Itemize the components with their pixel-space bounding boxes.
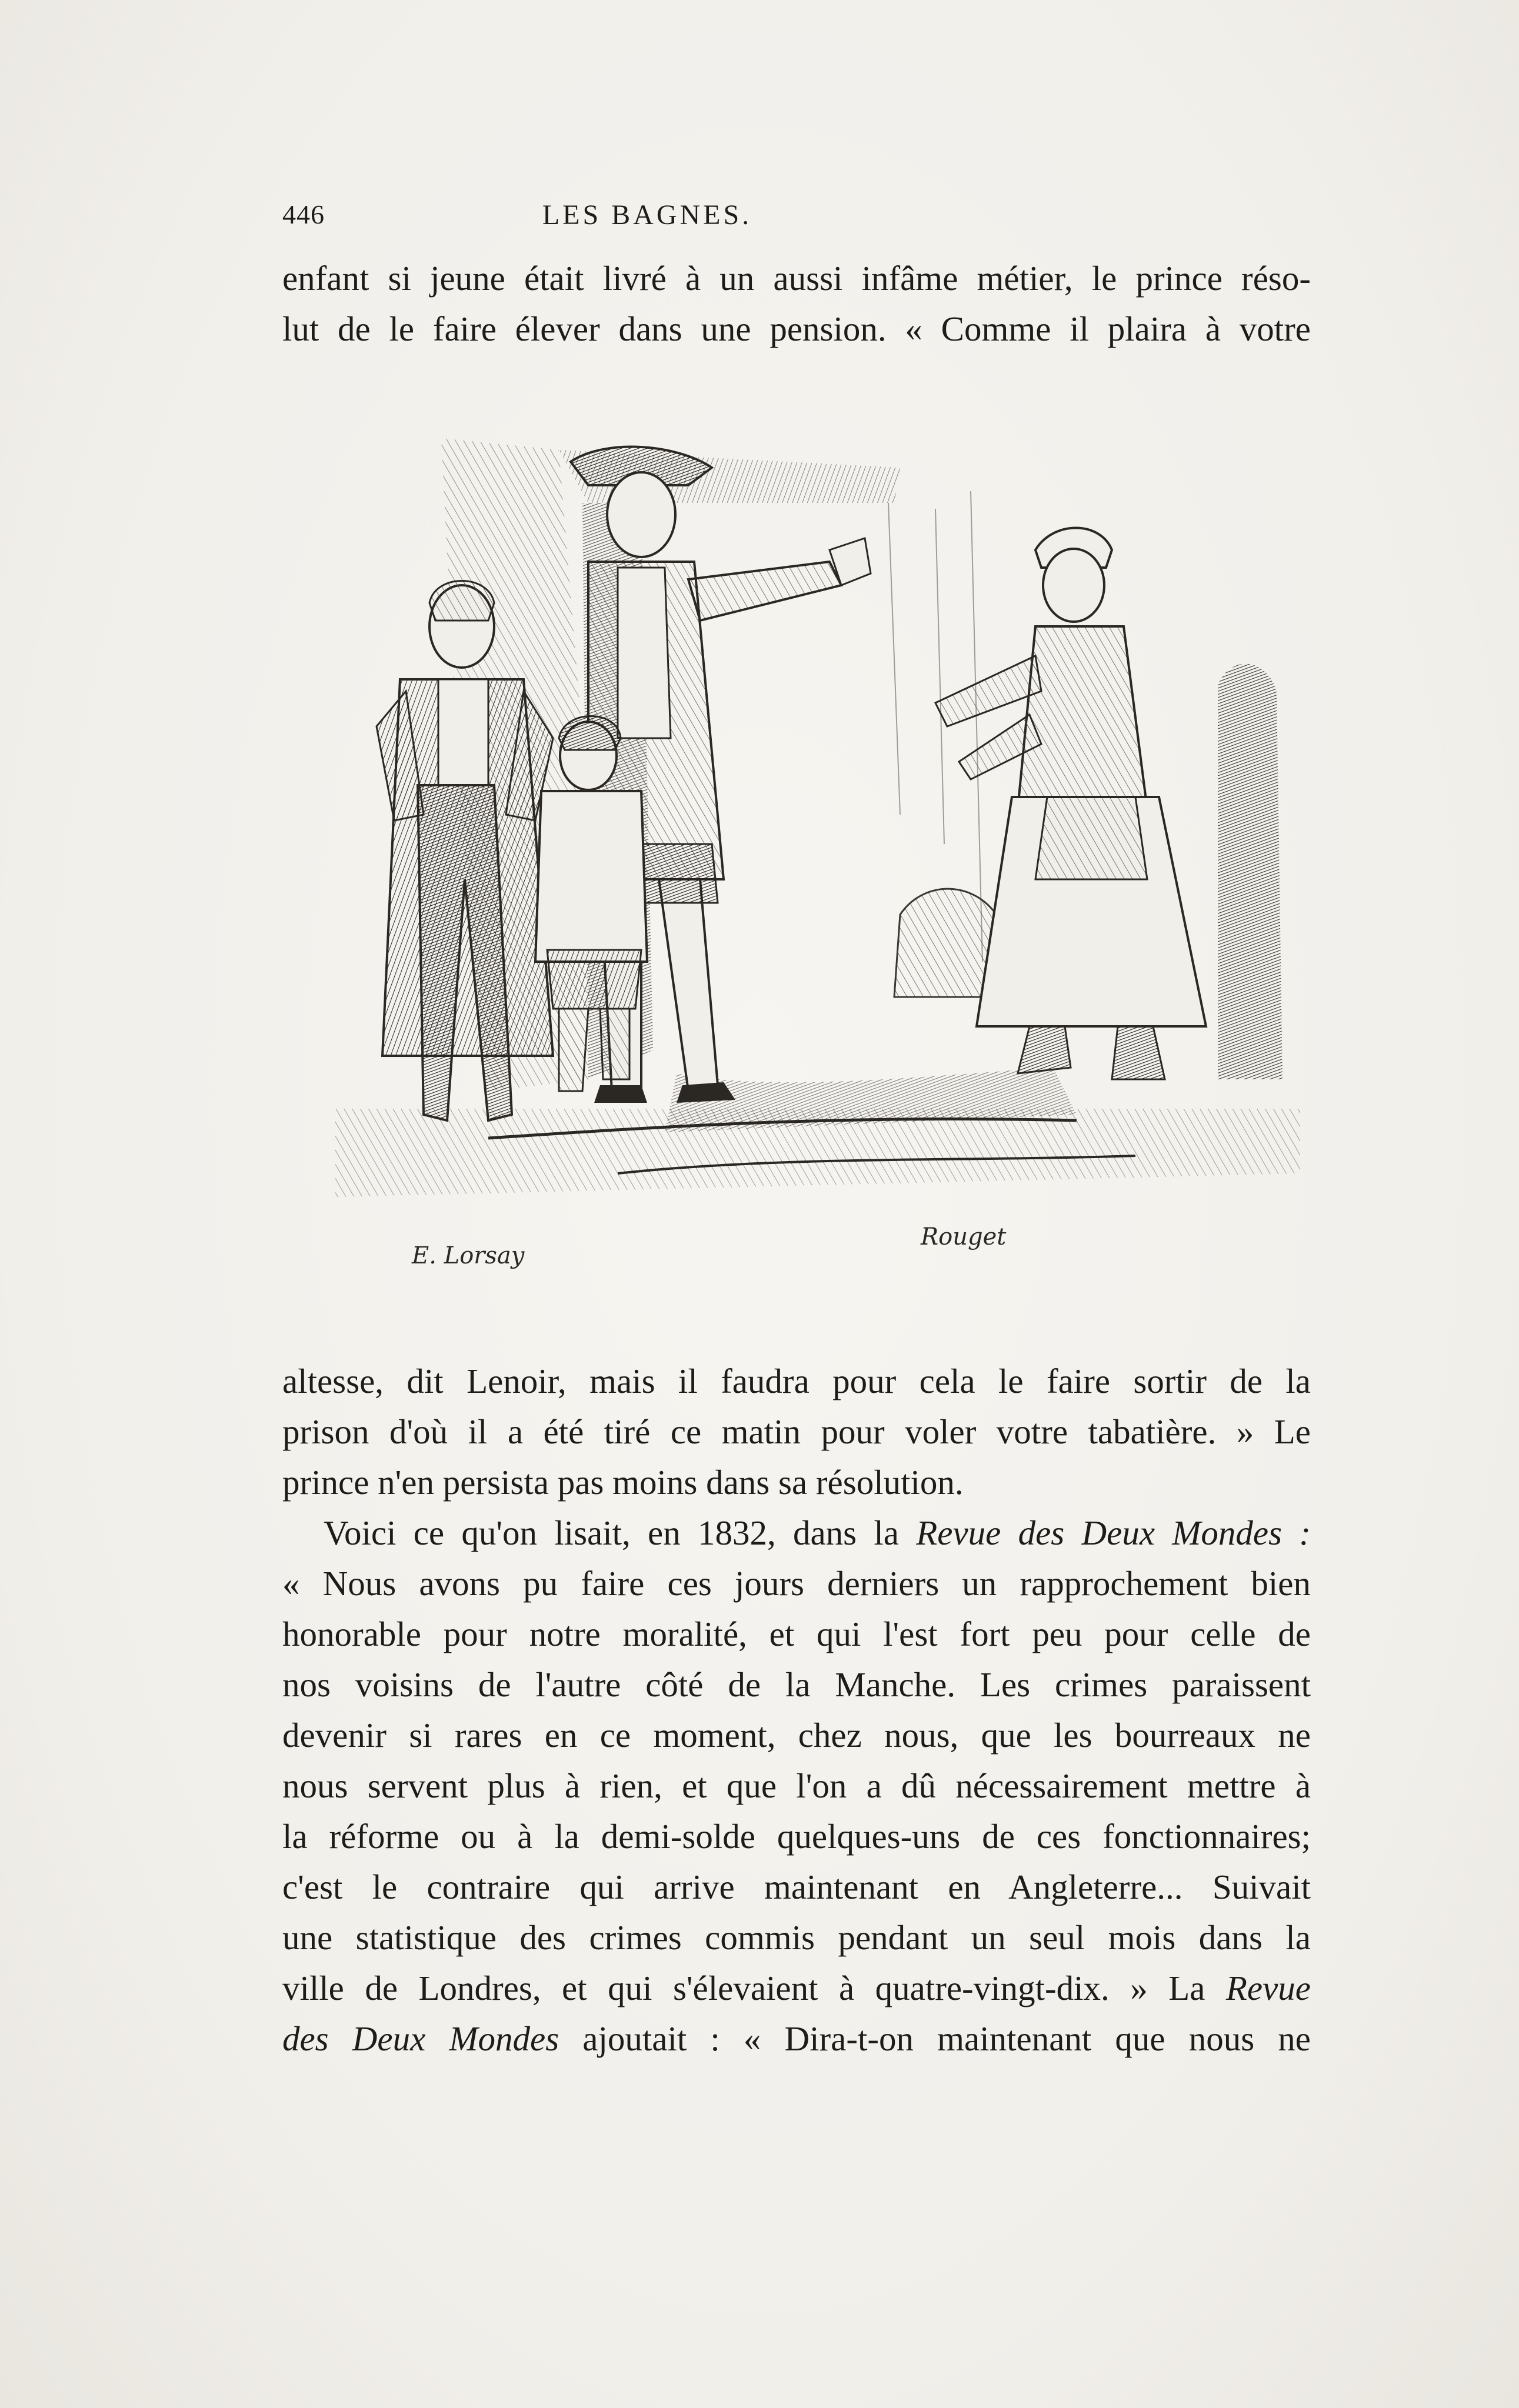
journal-title: Revue des Deux Mondes : — [916, 1513, 1311, 1552]
text-line: altesse, dit Lenoir, mais il faudra pour cela le faire sortir de la — [282, 1362, 1311, 1400]
text-line: « Nous avons pu faire ces jours derniers un rapprochement bien — [282, 1564, 1311, 1603]
artist-signature-right: Rouget — [921, 1223, 1007, 1250]
page-number: 446 — [282, 199, 325, 229]
text-line: une statistique des crimes commis pendant un seul mois dans la — [282, 1918, 1311, 1957]
text-line: honorable pour notre moralité, et qui l'est fort peu pour celle de — [282, 1615, 1311, 1653]
text-line — [282, 1507, 1311, 1558]
text-line: devenir si rares en ce moment, chez nous, que les bourreaux ne — [282, 1716, 1311, 1755]
text-run: Voici ce qu'on lisait, en 1832, dans la — [324, 1513, 917, 1552]
running-head — [282, 199, 1311, 240]
text-line: enfant si jeune était livré à un aussi infâme métier, le prince réso- — [282, 259, 1311, 298]
text-line: lut de le faire élever dans une pension. « Comme il plaira à votre — [282, 309, 1311, 348]
engraving-illustration — [312, 432, 1300, 1279]
artist-signature-left: E. Lorsay — [412, 1242, 525, 1269]
text-line: la réforme ou à la demi-solde quelques-uns de ces fonctionnaires; — [282, 1817, 1311, 1856]
text-run: ajoutait : « Dira-t-on maintenant que nous ne — [559, 2019, 1311, 2058]
text-run: ville de Londres, et qui s'élevaient à quatre-vingt-dix. » La — [282, 1969, 1226, 2007]
text-line: nous servent plus à rien, et que l'on a dû nécessairement mettre à — [282, 1766, 1311, 1805]
text-line: c'est le contraire qui arrive maintenant en Angleterre... Suivait — [282, 1867, 1311, 1906]
text-line — [282, 2013, 1311, 2064]
text-line: prince n'en persista pas moins dans sa résolution. — [282, 1463, 964, 1502]
journal-title: Revue — [1225, 1969, 1311, 2007]
running-title: LES BAGNES. — [542, 199, 752, 231]
engraving-drawing — [312, 432, 1300, 1279]
text-block-bottom — [282, 1356, 1311, 2064]
text-line: nos voisins de l'autre côté de la Manche. Les crimes paraissent — [282, 1665, 1311, 1704]
text-block-top — [282, 253, 1311, 354]
text-line: prison d'où il a été tiré ce matin pour voler votre tabatière. » Le — [282, 1412, 1311, 1451]
text-line — [282, 1963, 1311, 2013]
journal-title: des Deux Mondes — [282, 2019, 559, 2058]
